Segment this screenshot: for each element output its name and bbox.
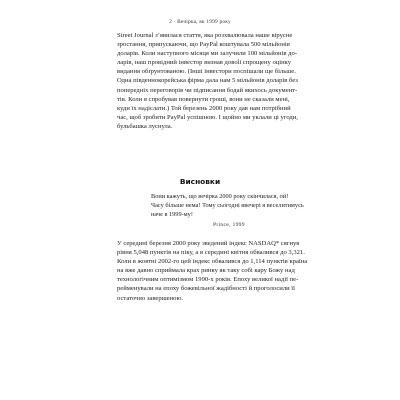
text-line: на вже давно сприймала крах ринку як таку собі кару Божу над	[117, 267, 295, 275]
text-line: тів. Коли я спробував повернути гроші, вони не сказали мені,	[117, 95, 290, 103]
body-paragraph-2	[117, 239, 308, 303]
text-line: куди їх надіслати.) Той березень 2000 року дав нам потрібний	[117, 104, 291, 112]
epigraph-source: Prince, 1999	[213, 222, 245, 228]
text-line: остаточно завершеною.	[117, 294, 184, 302]
epigraph-line: Вони кажуть, що вечірка 2000 року скінчилася, ой!	[151, 193, 289, 200]
text-line: попередніх переговорів чи підписання бодай якихось документ-	[117, 86, 298, 94]
running-header: 2 · Вечірка, як 1999 року	[169, 19, 231, 25]
text-line: бульбашка луснула.	[117, 122, 173, 130]
text-line: Street Journal з’явилася стаття, яка розхвалювала наше вірусне	[117, 32, 293, 39]
text-line: Коли в жовтні 2002-го цей індекс обвалився до 1,114 пунктів країна	[117, 258, 308, 266]
text-line: доларів. Коли наступного місяця ми залучили 100 мільйонів до-	[117, 50, 298, 58]
text-line: рейменували на епоху божевільної жадібності й проголосили її	[117, 285, 295, 293]
text-line: рівня 5,048 пунктів на піку, а в середині квітня обвалився до 3,321.	[117, 249, 305, 257]
text-line: Одна південнокорейська фірма дала нам 5 мільйонів доларів без	[117, 77, 298, 85]
text-line: технологічним оптимізмом 1990-х років. Епоху великої надії пе-	[117, 276, 299, 284]
text-line: У середині березня 2000 року зведений індекс NASDAQ* сягнув	[117, 240, 300, 247]
epigraph-line: Часу більше нема! Тому сьогодні ввечері я веселитимусь	[151, 201, 304, 209]
epigraph-quote	[151, 193, 304, 220]
section-heading: Висновки	[179, 177, 221, 186]
text-line: видання обґрунтованою. (Інші інвестори поспішали ще більше.	[117, 68, 296, 76]
epigraph-line: наче в 1999-му!	[151, 210, 193, 218]
body-paragraph-1	[117, 31, 298, 131]
text-line: час, щоб зробити PayPal успішною. І щойно ми уклали ці угоди,	[117, 113, 298, 121]
text-line: ларів, наш провідний інвестор визнав довolі спрощену оцінку	[117, 59, 292, 67]
text-line: зростання, припускаючи, що PayPal коштувала 500 мільйонів	[117, 41, 290, 49]
